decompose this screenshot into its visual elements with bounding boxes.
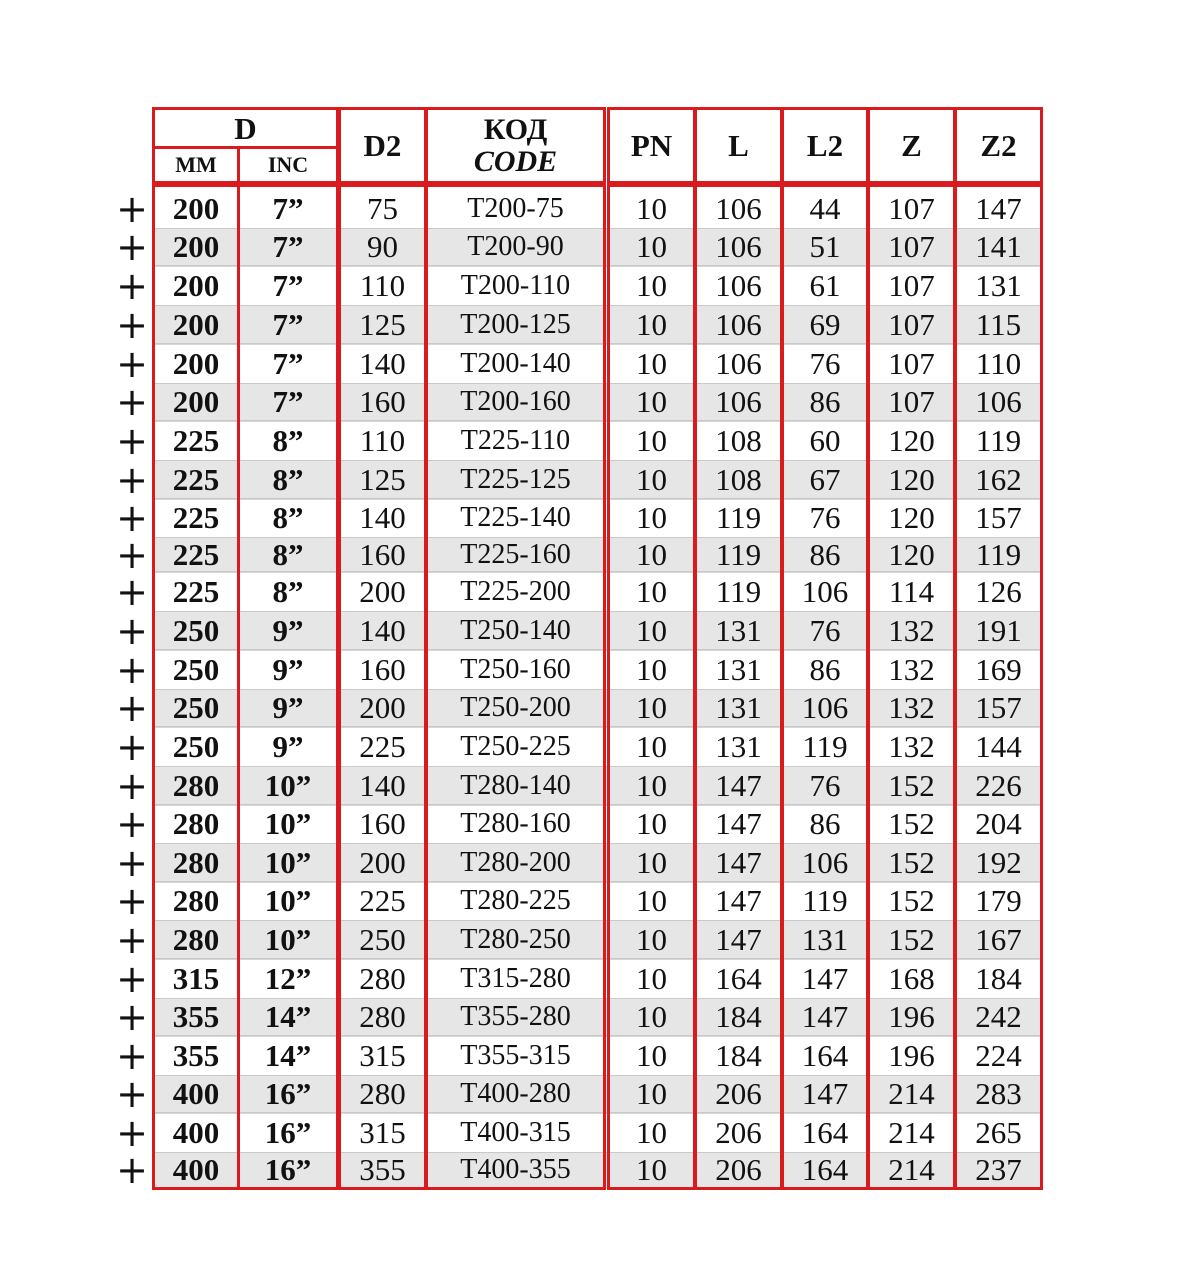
cell-inc: 10” bbox=[264, 767, 312, 803]
header-d2 bbox=[338, 107, 427, 184]
cell-l2: 164 bbox=[801, 1037, 849, 1073]
header-z-label: Z bbox=[901, 128, 922, 163]
cell-pn: 10 bbox=[636, 345, 667, 381]
cell-l2: 86 bbox=[809, 651, 841, 687]
cell-d2: 280 bbox=[359, 999, 406, 1034]
cell-pn: 10 bbox=[636, 573, 667, 609]
header-z2 bbox=[954, 107, 1043, 184]
cell-mm: 250 bbox=[172, 690, 220, 725]
cell-mm: 200 bbox=[172, 384, 220, 419]
cell-code: T225-160 bbox=[460, 538, 571, 570]
cell-z: 196 bbox=[888, 1037, 935, 1073]
cell-mm: 280 bbox=[172, 883, 220, 918]
cell-inc: 10” bbox=[264, 806, 312, 841]
cell-pn: 10 bbox=[636, 960, 667, 996]
cell-z: 132 bbox=[888, 612, 935, 648]
cell-l: 147 bbox=[715, 806, 762, 841]
cell-z: 120 bbox=[888, 536, 935, 572]
column-frame-l2 bbox=[781, 184, 869, 1190]
cell-inc: 8” bbox=[272, 461, 304, 497]
cell-mm: 225 bbox=[172, 573, 220, 609]
cell-inc: 7” bbox=[272, 306, 304, 342]
cell-pn: 10 bbox=[636, 767, 667, 803]
cell-z: 132 bbox=[888, 651, 935, 687]
cell-mm: 280 bbox=[172, 921, 220, 957]
cell-mm: 400 bbox=[172, 1152, 220, 1187]
cell-mm: 225 bbox=[172, 536, 220, 572]
cell-l2: 164 bbox=[801, 1152, 849, 1187]
cell-l: 106 bbox=[715, 345, 762, 381]
cell-z2: 242 bbox=[975, 999, 1022, 1034]
cell-inc: 14” bbox=[264, 999, 312, 1034]
cell-mm: 400 bbox=[172, 1076, 220, 1111]
header-mm-label: MM bbox=[175, 152, 217, 177]
cell-pn: 10 bbox=[636, 461, 667, 497]
cell-z: 152 bbox=[888, 844, 935, 880]
expand-row-button[interactable]: + bbox=[116, 840, 148, 885]
cell-l: 206 bbox=[715, 1114, 762, 1150]
cell-pn: 10 bbox=[636, 384, 667, 419]
cell-pn: 10 bbox=[636, 1076, 667, 1111]
cell-code: T200-140 bbox=[460, 347, 571, 379]
cell-mm: 400 bbox=[172, 1114, 220, 1150]
cell-inc: 9” bbox=[272, 612, 304, 648]
cell-l: 106 bbox=[715, 229, 762, 264]
cell-pn: 10 bbox=[636, 999, 667, 1034]
cell-pn: 10 bbox=[636, 651, 667, 687]
expand-row-button[interactable]: + bbox=[116, 879, 148, 923]
cell-z: 168 bbox=[888, 960, 935, 996]
expand-row-button[interactable]: + bbox=[116, 1033, 148, 1078]
cell-l: 147 bbox=[715, 767, 762, 803]
cell-z2: 157 bbox=[975, 690, 1022, 725]
cell-l2: 76 bbox=[809, 500, 841, 535]
expand-row-button[interactable]: + bbox=[116, 802, 148, 846]
cell-code: T200-125 bbox=[460, 308, 571, 340]
cell-mm: 225 bbox=[172, 500, 220, 535]
cell-z: 120 bbox=[888, 422, 935, 458]
cell-l2: 147 bbox=[801, 1076, 849, 1111]
cell-z2: 157 bbox=[975, 500, 1022, 535]
cell-pn: 10 bbox=[636, 422, 667, 458]
cell-l: 206 bbox=[715, 1076, 762, 1111]
cell-l: 164 bbox=[715, 960, 762, 996]
cell-l2: 44 bbox=[809, 190, 841, 226]
cell-code: T200-110 bbox=[460, 269, 571, 301]
cell-l: 131 bbox=[715, 612, 762, 648]
cell-code: T280-250 bbox=[460, 923, 571, 955]
expand-row-button[interactable]: + bbox=[116, 917, 148, 962]
cell-z: 114 bbox=[888, 573, 935, 609]
cell-z: 152 bbox=[888, 921, 935, 957]
cell-z: 152 bbox=[888, 883, 935, 918]
cell-l2: 51 bbox=[809, 229, 841, 264]
cell-z: 107 bbox=[888, 306, 935, 342]
cell-pn: 10 bbox=[636, 690, 667, 725]
expand-row-button[interactable]: + bbox=[116, 686, 148, 730]
header-l2 bbox=[781, 107, 869, 184]
cell-pn: 10 bbox=[636, 267, 667, 303]
cell-d2: 160 bbox=[359, 384, 406, 419]
cell-code: T225-110 bbox=[460, 424, 571, 456]
cell-z: 107 bbox=[888, 229, 935, 264]
cell-pn: 10 bbox=[636, 306, 667, 342]
cell-d2: 225 bbox=[359, 883, 406, 918]
cell-l: 184 bbox=[715, 999, 762, 1034]
expand-row-button[interactable]: + bbox=[116, 1148, 148, 1192]
cell-l2: 69 bbox=[809, 306, 841, 342]
cell-l: 184 bbox=[715, 1037, 762, 1073]
cell-inc: 8” bbox=[272, 536, 304, 572]
cell-z2: 110 bbox=[975, 345, 1022, 381]
cell-z: 132 bbox=[888, 728, 935, 764]
cell-inc: 9” bbox=[272, 651, 304, 687]
column-frame-d2 bbox=[338, 184, 427, 1190]
cell-d2: 110 bbox=[359, 267, 406, 303]
cell-z2: 147 bbox=[975, 190, 1022, 226]
cell-code: T250-200 bbox=[460, 692, 571, 723]
cell-code: T355-315 bbox=[460, 1039, 571, 1071]
cell-inc: 14” bbox=[264, 1037, 312, 1073]
cell-l: 131 bbox=[715, 728, 762, 764]
cell-inc: 7” bbox=[272, 267, 304, 303]
cell-pn: 10 bbox=[636, 921, 667, 957]
cell-l: 119 bbox=[715, 573, 762, 609]
cell-l2: 106 bbox=[801, 573, 849, 609]
header-l2-label: L2 bbox=[806, 128, 844, 163]
cell-z2: 169 bbox=[975, 651, 1022, 687]
cell-z: 214 bbox=[888, 1114, 935, 1150]
cell-inc: 16” bbox=[264, 1152, 312, 1187]
header-l-label: L bbox=[728, 128, 749, 163]
column-frame-l bbox=[694, 184, 783, 1190]
cell-code: T200-90 bbox=[467, 231, 564, 262]
cell-d2: 140 bbox=[359, 767, 406, 803]
cell-code: T280-140 bbox=[460, 769, 571, 801]
cell-z2: 184 bbox=[975, 960, 1022, 996]
cell-z: 214 bbox=[888, 1076, 935, 1111]
expand-row-button[interactable]: + bbox=[116, 341, 148, 386]
cell-pn: 10 bbox=[636, 612, 667, 648]
expand-row-button[interactable]: + bbox=[116, 532, 148, 577]
header-z2-label: Z2 bbox=[980, 128, 1017, 163]
cell-l2: 76 bbox=[809, 345, 841, 381]
cell-code: T225-125 bbox=[460, 463, 571, 495]
cell-z: 107 bbox=[888, 384, 935, 419]
cell-l2: 86 bbox=[809, 536, 841, 572]
header-code-en: CODE bbox=[473, 144, 558, 178]
cell-mm: 250 bbox=[172, 651, 220, 687]
cell-l: 131 bbox=[715, 651, 762, 687]
expand-row-button[interactable]: + bbox=[116, 956, 148, 1001]
header-mm bbox=[152, 146, 240, 184]
cell-code: T250-225 bbox=[460, 730, 571, 762]
cell-l: 147 bbox=[715, 844, 762, 880]
cell-mm: 200 bbox=[172, 306, 220, 342]
cell-l2: 106 bbox=[801, 844, 849, 880]
cell-l2: 61 bbox=[809, 267, 841, 303]
column-frame-code bbox=[425, 184, 606, 1190]
expand-row-button[interactable]: + bbox=[116, 1072, 148, 1116]
cell-z: 196 bbox=[888, 999, 935, 1034]
cell-z2: 283 bbox=[975, 1076, 1022, 1111]
cell-z2: 191 bbox=[975, 612, 1022, 648]
cell-l2: 86 bbox=[809, 806, 841, 841]
cell-l2: 119 bbox=[802, 728, 848, 764]
cell-d2: 200 bbox=[359, 573, 406, 609]
cell-mm: 200 bbox=[172, 229, 220, 264]
expand-row-button[interactable]: + bbox=[116, 763, 148, 808]
cell-l: 106 bbox=[715, 306, 762, 342]
cell-d2: 75 bbox=[367, 190, 398, 226]
cell-d2: 225 bbox=[359, 728, 406, 764]
cell-mm: 280 bbox=[172, 806, 220, 841]
header-l bbox=[694, 107, 783, 184]
cell-l: 119 bbox=[715, 500, 762, 535]
expand-row-button[interactable]: + bbox=[116, 186, 148, 231]
cell-d2: 250 bbox=[359, 921, 406, 957]
cell-d2: 355 bbox=[359, 1152, 406, 1187]
cell-d2: 200 bbox=[359, 690, 406, 725]
cell-z: 120 bbox=[888, 461, 935, 497]
cell-d2: 280 bbox=[359, 1076, 406, 1111]
cell-inc: 12” bbox=[264, 960, 312, 996]
cell-mm: 225 bbox=[172, 422, 220, 458]
cell-z2: 141 bbox=[975, 229, 1022, 264]
header-pn bbox=[607, 107, 696, 184]
cell-d2: 160 bbox=[359, 806, 406, 841]
cell-l2: 119 bbox=[802, 883, 848, 918]
cell-z: 107 bbox=[888, 345, 935, 381]
expand-row-button[interactable]: + bbox=[116, 496, 148, 540]
cell-l2: 106 bbox=[801, 690, 849, 725]
cell-inc: 9” bbox=[272, 690, 304, 725]
cell-z2: 192 bbox=[975, 844, 1022, 880]
cell-inc: 7” bbox=[272, 190, 304, 226]
column-frame-pn bbox=[607, 184, 696, 1190]
column-frame-mm bbox=[152, 184, 240, 1190]
cell-z2: 126 bbox=[975, 573, 1022, 609]
cell-l2: 147 bbox=[801, 960, 849, 996]
cell-z2: 144 bbox=[975, 728, 1022, 764]
cell-inc: 10” bbox=[264, 883, 312, 918]
cell-z2: 119 bbox=[975, 422, 1022, 458]
expand-row-button[interactable]: + bbox=[116, 457, 148, 502]
cell-inc: 8” bbox=[272, 573, 304, 609]
cell-code: T200-75 bbox=[467, 192, 564, 224]
cell-mm: 200 bbox=[172, 345, 220, 381]
cell-z2: 167 bbox=[975, 921, 1022, 957]
cell-z2: 131 bbox=[975, 267, 1022, 303]
expand-row-button[interactable]: + bbox=[116, 569, 148, 614]
cell-l: 131 bbox=[715, 690, 762, 725]
cell-z: 152 bbox=[888, 767, 935, 803]
cell-inc: 7” bbox=[272, 384, 304, 419]
column-frame-z2 bbox=[954, 184, 1043, 1190]
cell-mm: 280 bbox=[172, 767, 220, 803]
cell-mm: 355 bbox=[172, 999, 220, 1034]
cell-inc: 10” bbox=[264, 921, 312, 957]
cell-pn: 10 bbox=[636, 229, 667, 264]
cell-pn: 10 bbox=[636, 1037, 667, 1073]
cell-mm: 280 bbox=[172, 844, 220, 880]
cell-d2: 125 bbox=[359, 461, 406, 497]
cell-z2: 106 bbox=[975, 384, 1022, 419]
header-inc-label: INC bbox=[267, 152, 309, 177]
cell-code: T250-160 bbox=[460, 653, 571, 685]
cell-d2: 315 bbox=[359, 1114, 406, 1150]
expand-row-button[interactable]: + bbox=[116, 418, 148, 463]
cell-inc: 8” bbox=[272, 422, 304, 458]
cell-mm: 225 bbox=[172, 461, 220, 497]
cell-z2: 204 bbox=[975, 806, 1022, 841]
header-d2-label: D2 bbox=[363, 128, 402, 163]
cell-mm: 355 bbox=[172, 1037, 220, 1073]
cell-z: 107 bbox=[888, 190, 935, 226]
cell-inc: 9” bbox=[272, 728, 304, 764]
cell-z2: 265 bbox=[975, 1114, 1022, 1150]
cell-l: 106 bbox=[715, 384, 762, 419]
cell-code: T250-140 bbox=[460, 614, 571, 646]
cell-z: 120 bbox=[888, 500, 935, 535]
cell-inc: 8” bbox=[272, 500, 304, 535]
cell-z2: 119 bbox=[975, 536, 1022, 572]
expand-row-button[interactable]: + bbox=[116, 724, 148, 769]
cell-z: 152 bbox=[888, 806, 935, 841]
cell-d2: 125 bbox=[359, 306, 406, 342]
expand-row-button[interactable]: + bbox=[116, 380, 148, 424]
cell-code: T280-200 bbox=[460, 846, 571, 878]
cell-z2: 237 bbox=[975, 1152, 1022, 1187]
cell-inc: 16” bbox=[264, 1114, 312, 1150]
cell-l2: 86 bbox=[809, 384, 841, 419]
cell-l: 206 bbox=[715, 1152, 762, 1187]
cell-code: T200-160 bbox=[460, 386, 571, 417]
cell-d2: 280 bbox=[359, 960, 406, 996]
cell-l2: 147 bbox=[801, 999, 849, 1034]
cell-l2: 76 bbox=[809, 767, 841, 803]
cell-l: 108 bbox=[715, 461, 762, 497]
cell-pn: 10 bbox=[636, 190, 667, 226]
header-z bbox=[867, 107, 956, 184]
cell-l2: 164 bbox=[801, 1114, 849, 1150]
cell-code: T400-315 bbox=[460, 1116, 571, 1148]
expand-row-button[interactable]: + bbox=[116, 608, 148, 653]
cell-pn: 10 bbox=[636, 883, 667, 918]
header-code-ru: КОД bbox=[483, 112, 548, 146]
cell-code: T400-355 bbox=[460, 1154, 571, 1185]
cell-pn: 10 bbox=[636, 728, 667, 764]
expand-row-button[interactable]: + bbox=[116, 647, 148, 692]
cell-d2: 315 bbox=[359, 1037, 406, 1073]
header-inc bbox=[237, 146, 339, 184]
cell-d2: 200 bbox=[359, 844, 406, 880]
cell-z2: 226 bbox=[975, 767, 1022, 803]
cell-mm: 200 bbox=[172, 267, 220, 303]
cell-code: T315-280 bbox=[460, 962, 571, 994]
cell-z: 107 bbox=[888, 267, 935, 303]
column-frame-inc bbox=[237, 184, 339, 1190]
cell-l2: 131 bbox=[801, 921, 849, 957]
cell-z2: 115 bbox=[975, 306, 1022, 342]
cell-code: T400-280 bbox=[460, 1078, 571, 1109]
cell-l2: 76 bbox=[809, 612, 841, 648]
cell-mm: 250 bbox=[172, 612, 220, 648]
column-frame-z bbox=[867, 184, 956, 1190]
expand-row-button[interactable]: + bbox=[116, 225, 148, 269]
cell-pn: 10 bbox=[636, 1152, 667, 1187]
cell-d2: 140 bbox=[359, 345, 406, 381]
cell-code: T280-225 bbox=[460, 885, 571, 916]
cell-pn: 10 bbox=[636, 500, 667, 535]
cell-l: 147 bbox=[715, 921, 762, 957]
expand-row-button[interactable]: + bbox=[116, 302, 148, 347]
cell-pn: 10 bbox=[636, 806, 667, 841]
cell-inc: 16” bbox=[264, 1076, 312, 1111]
cell-pn: 10 bbox=[636, 536, 667, 572]
header-d bbox=[152, 107, 339, 149]
cell-l: 106 bbox=[715, 190, 762, 226]
cell-mm: 250 bbox=[172, 728, 220, 764]
cell-code: T280-160 bbox=[460, 808, 571, 839]
expand-row-button[interactable]: + bbox=[116, 263, 148, 308]
cell-inc: 7” bbox=[272, 345, 304, 381]
cell-z2: 224 bbox=[975, 1037, 1022, 1073]
cell-d2: 140 bbox=[359, 500, 406, 535]
cell-d2: 160 bbox=[359, 651, 406, 687]
cell-inc: 7” bbox=[272, 229, 304, 264]
cell-pn: 10 bbox=[636, 1114, 667, 1150]
cell-d2: 160 bbox=[359, 536, 406, 572]
cell-inc: 10” bbox=[264, 844, 312, 880]
header-code bbox=[425, 107, 606, 184]
cell-pn: 10 bbox=[636, 844, 667, 880]
cell-l2: 67 bbox=[809, 461, 841, 497]
cell-z: 132 bbox=[888, 690, 935, 725]
cell-mm: 200 bbox=[172, 190, 220, 226]
cell-l2: 60 bbox=[809, 422, 841, 458]
expand-row-button[interactable]: + bbox=[116, 995, 148, 1039]
cell-l: 119 bbox=[715, 536, 762, 572]
cell-d2: 110 bbox=[359, 422, 406, 458]
cell-code: T355-280 bbox=[460, 1001, 571, 1032]
cell-mm: 315 bbox=[172, 960, 220, 996]
cell-l: 106 bbox=[715, 267, 762, 303]
header-d-label: D bbox=[234, 110, 257, 146]
cell-d2: 140 bbox=[359, 612, 406, 648]
cell-l: 108 bbox=[715, 422, 762, 458]
cell-code: T225-140 bbox=[460, 502, 571, 533]
cell-l: 147 bbox=[715, 883, 762, 918]
cell-code: T225-200 bbox=[460, 575, 571, 607]
cell-z2: 162 bbox=[975, 461, 1022, 497]
cell-d2: 90 bbox=[367, 229, 398, 264]
header-pn-label: PN bbox=[630, 128, 673, 163]
expand-row-button[interactable]: + bbox=[116, 1110, 148, 1155]
cell-z2: 179 bbox=[975, 883, 1022, 918]
cell-z: 214 bbox=[888, 1152, 935, 1187]
